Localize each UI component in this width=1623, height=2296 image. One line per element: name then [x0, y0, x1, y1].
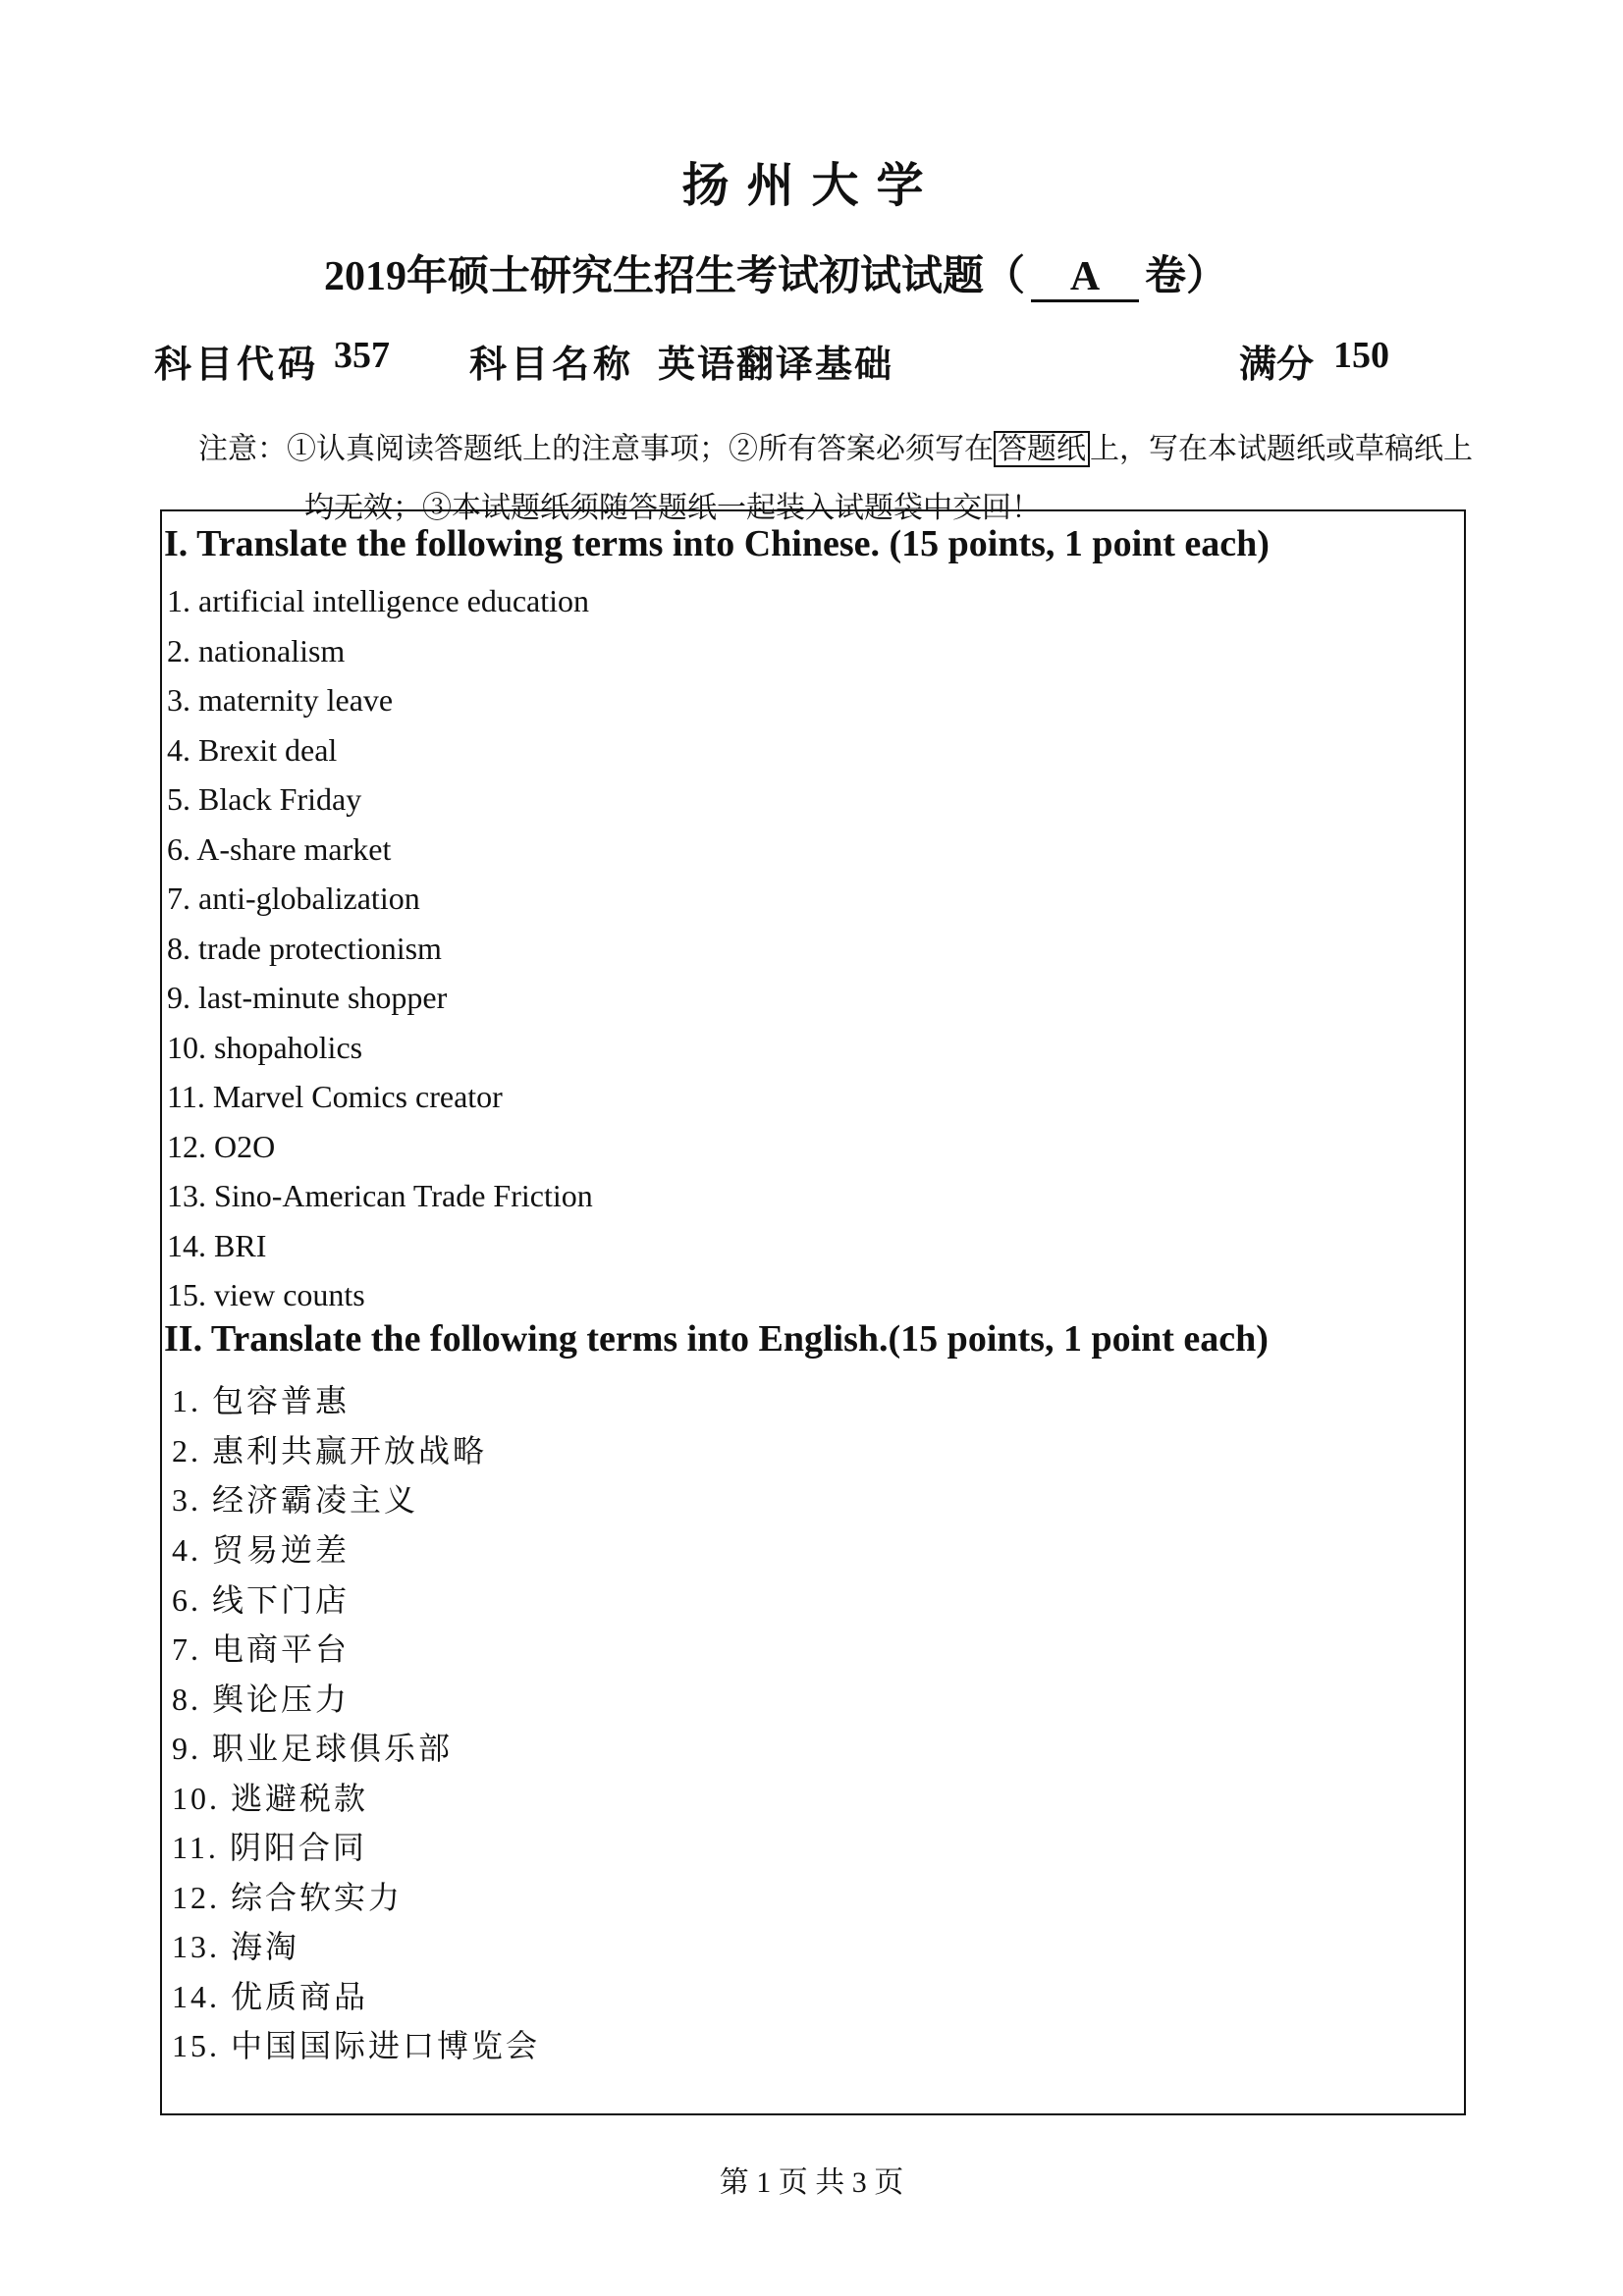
section-1-item: 15. view counts: [167, 1277, 365, 1312]
section-2-item: 4. 贸易逆差: [172, 1532, 351, 1568]
exam-title-prefix: 2019年硕士研究生招生考试初试试题（: [324, 254, 1026, 299]
section-2-item: 3. 经济霸凌主义: [172, 1482, 419, 1518]
section-1-item: 11. Marvel Comics creator: [167, 1079, 503, 1114]
section-1-item: 13. Sino-American Trade Friction: [167, 1178, 593, 1213]
section-1-item: 5. Black Friday: [167, 781, 362, 817]
exam-title: [324, 243, 1227, 302]
subject-name: 英语翻译基础: [658, 345, 894, 386]
section-2-item: 15. 中国国际进口博览会: [172, 2028, 541, 2063]
notice-line-1-suffix: 上，写在本试题纸或草稿纸上: [1090, 433, 1473, 465]
section-2-item: 14. 优质商品: [172, 1979, 369, 2014]
section-2-item: 13. 海淘: [172, 1929, 300, 1964]
section-2-item: 11. 阴阳合同: [172, 1830, 367, 1865]
notice-line-2: 均无效；③本试题纸须随答题纸一起装入试题袋中交回！: [304, 492, 1041, 524]
section-1-item: 2. nationalism: [167, 633, 346, 668]
section-1-item: 9. last-minute shopper: [167, 980, 448, 1015]
section-2-item: 7. 电商平台: [172, 1631, 351, 1667]
subject-code: 357: [334, 335, 390, 376]
section-1-item: 10. shopaholics: [167, 1030, 363, 1065]
section-2-item: 6. 线下门店: [172, 1582, 351, 1618]
section-2-item: 8. 舆论压力: [172, 1682, 351, 1717]
university-name: 扬州大学: [681, 160, 942, 212]
section-1-item: 1. artificial intelligence education: [167, 583, 590, 618]
section-2-item: 2. 惠利共赢开放战略: [172, 1433, 488, 1468]
section-1-heading: I. Translate the following terms into Chinese. (15 points, 1 point each): [164, 523, 1270, 564]
section-2-item: 12. 综合软实力: [172, 1880, 404, 1915]
section-1-item: 3. maternity leave: [167, 682, 394, 718]
subject-name-label: 科目名称: [469, 345, 635, 386]
exam-title-suffix: 卷）: [1145, 254, 1228, 299]
section-2-item: 10. 逃避税款: [172, 1781, 369, 1816]
page-number: 第 1 页 共 3 页: [719, 2166, 904, 2199]
section-2-item: 1. 包容普惠: [172, 1383, 351, 1418]
notice-line-1-prefix: 注意：①认真阅读答题纸上的注意事项；②所有答案必须写在: [198, 433, 994, 465]
section-2-heading: II. Translate the following terms into English.(15 points, 1 point each): [164, 1318, 1269, 1360]
subject-code-label: 科目代码: [154, 345, 320, 386]
section-1-item: 14. BRI: [167, 1228, 267, 1263]
section-1-item: 12. O2O: [167, 1129, 276, 1164]
section-1-item: 8. trade protectionism: [167, 931, 442, 966]
section-1-item: 4. Brexit deal: [167, 732, 338, 768]
full-score-label: 满分: [1239, 345, 1315, 386]
paper-type: A: [1031, 254, 1139, 302]
section-1-item: 7. anti-globalization: [167, 881, 420, 916]
full-score: 150: [1333, 335, 1389, 376]
section-1-item: 6. A-share market: [167, 831, 392, 867]
section-2-item: 9. 职业足球俱乐部: [172, 1731, 454, 1766]
answer-sheet-boxed-text: 答题纸: [994, 431, 1090, 467]
notice-line-1: [198, 424, 1473, 467]
